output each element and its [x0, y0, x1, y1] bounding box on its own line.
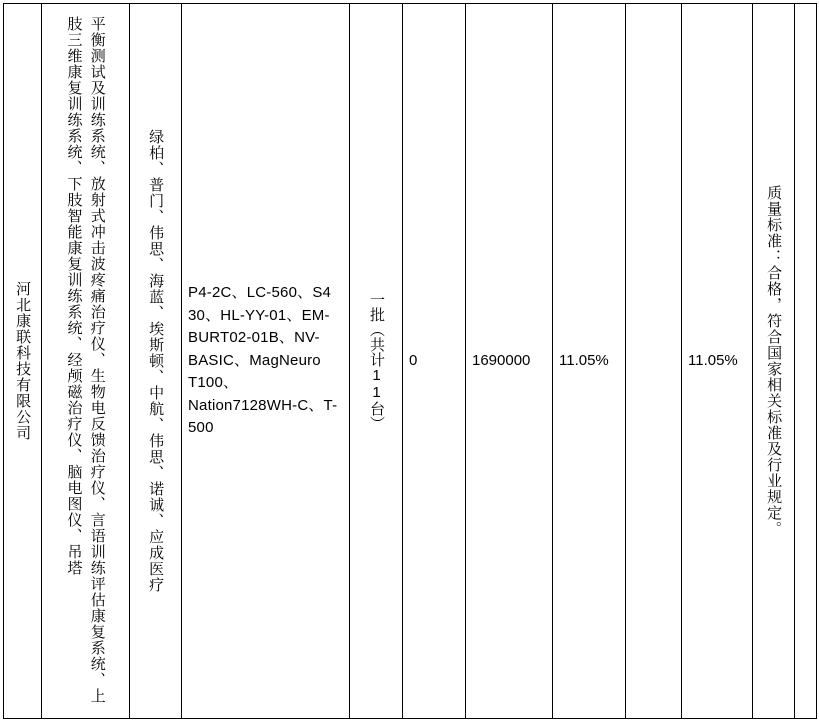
cell-amount — [466, 4, 553, 719]
bid-result-table — [3, 3, 817, 719]
models-text: P4-2C、LC-560、S4 30、HL-YY-01、EM-BURT02-01B、NV-BASIC、MagNeuro T100、Nation7128WH-C、T-500 — [188, 284, 338, 437]
quantity-text: 一批（共计11台） — [368, 291, 385, 431]
cell-quality-standard — [753, 4, 795, 719]
brands-text: 绿柏、普门、伟思、海蓝、埃斯顿、中航、伟思、诺诚、应成医疗 — [147, 129, 165, 593]
table-row — [4, 4, 817, 719]
cell-rate-2 — [682, 4, 753, 719]
cell-product-category — [42, 4, 130, 719]
rate-2-text: 11.05% — [688, 351, 738, 369]
amount-text: 1690000 — [472, 351, 531, 369]
rate-1-text: 11.05% — [559, 351, 609, 369]
cell-brands — [130, 4, 182, 719]
cell-quantity — [350, 4, 403, 719]
quality-standard-text: 质量标准：合格，符合国家相关标准及行业规定。 — [765, 185, 783, 537]
supplier-name-text: 河北康联科技有限公司 — [14, 281, 32, 441]
cell-col-zero — [403, 4, 466, 719]
cell-blank-1 — [626, 4, 682, 719]
cell-models — [182, 4, 350, 719]
col-zero-text: 0 — [409, 351, 418, 369]
product-category-text: 平衡测试及训练系统、放射式冲击波疼痛治疗仪、生物电反馈治疗仪、言语训练评估康复系统、上肢三维康复训练系统、下肢智能康复训练系统、经颅磁治疗仪、脑电图仪、吊塔 — [65, 16, 106, 704]
cell-rate-1 — [553, 4, 626, 719]
cell-supplier-name — [4, 4, 42, 719]
cell-blank-2 — [795, 4, 817, 719]
document-page — [0, 3, 819, 726]
